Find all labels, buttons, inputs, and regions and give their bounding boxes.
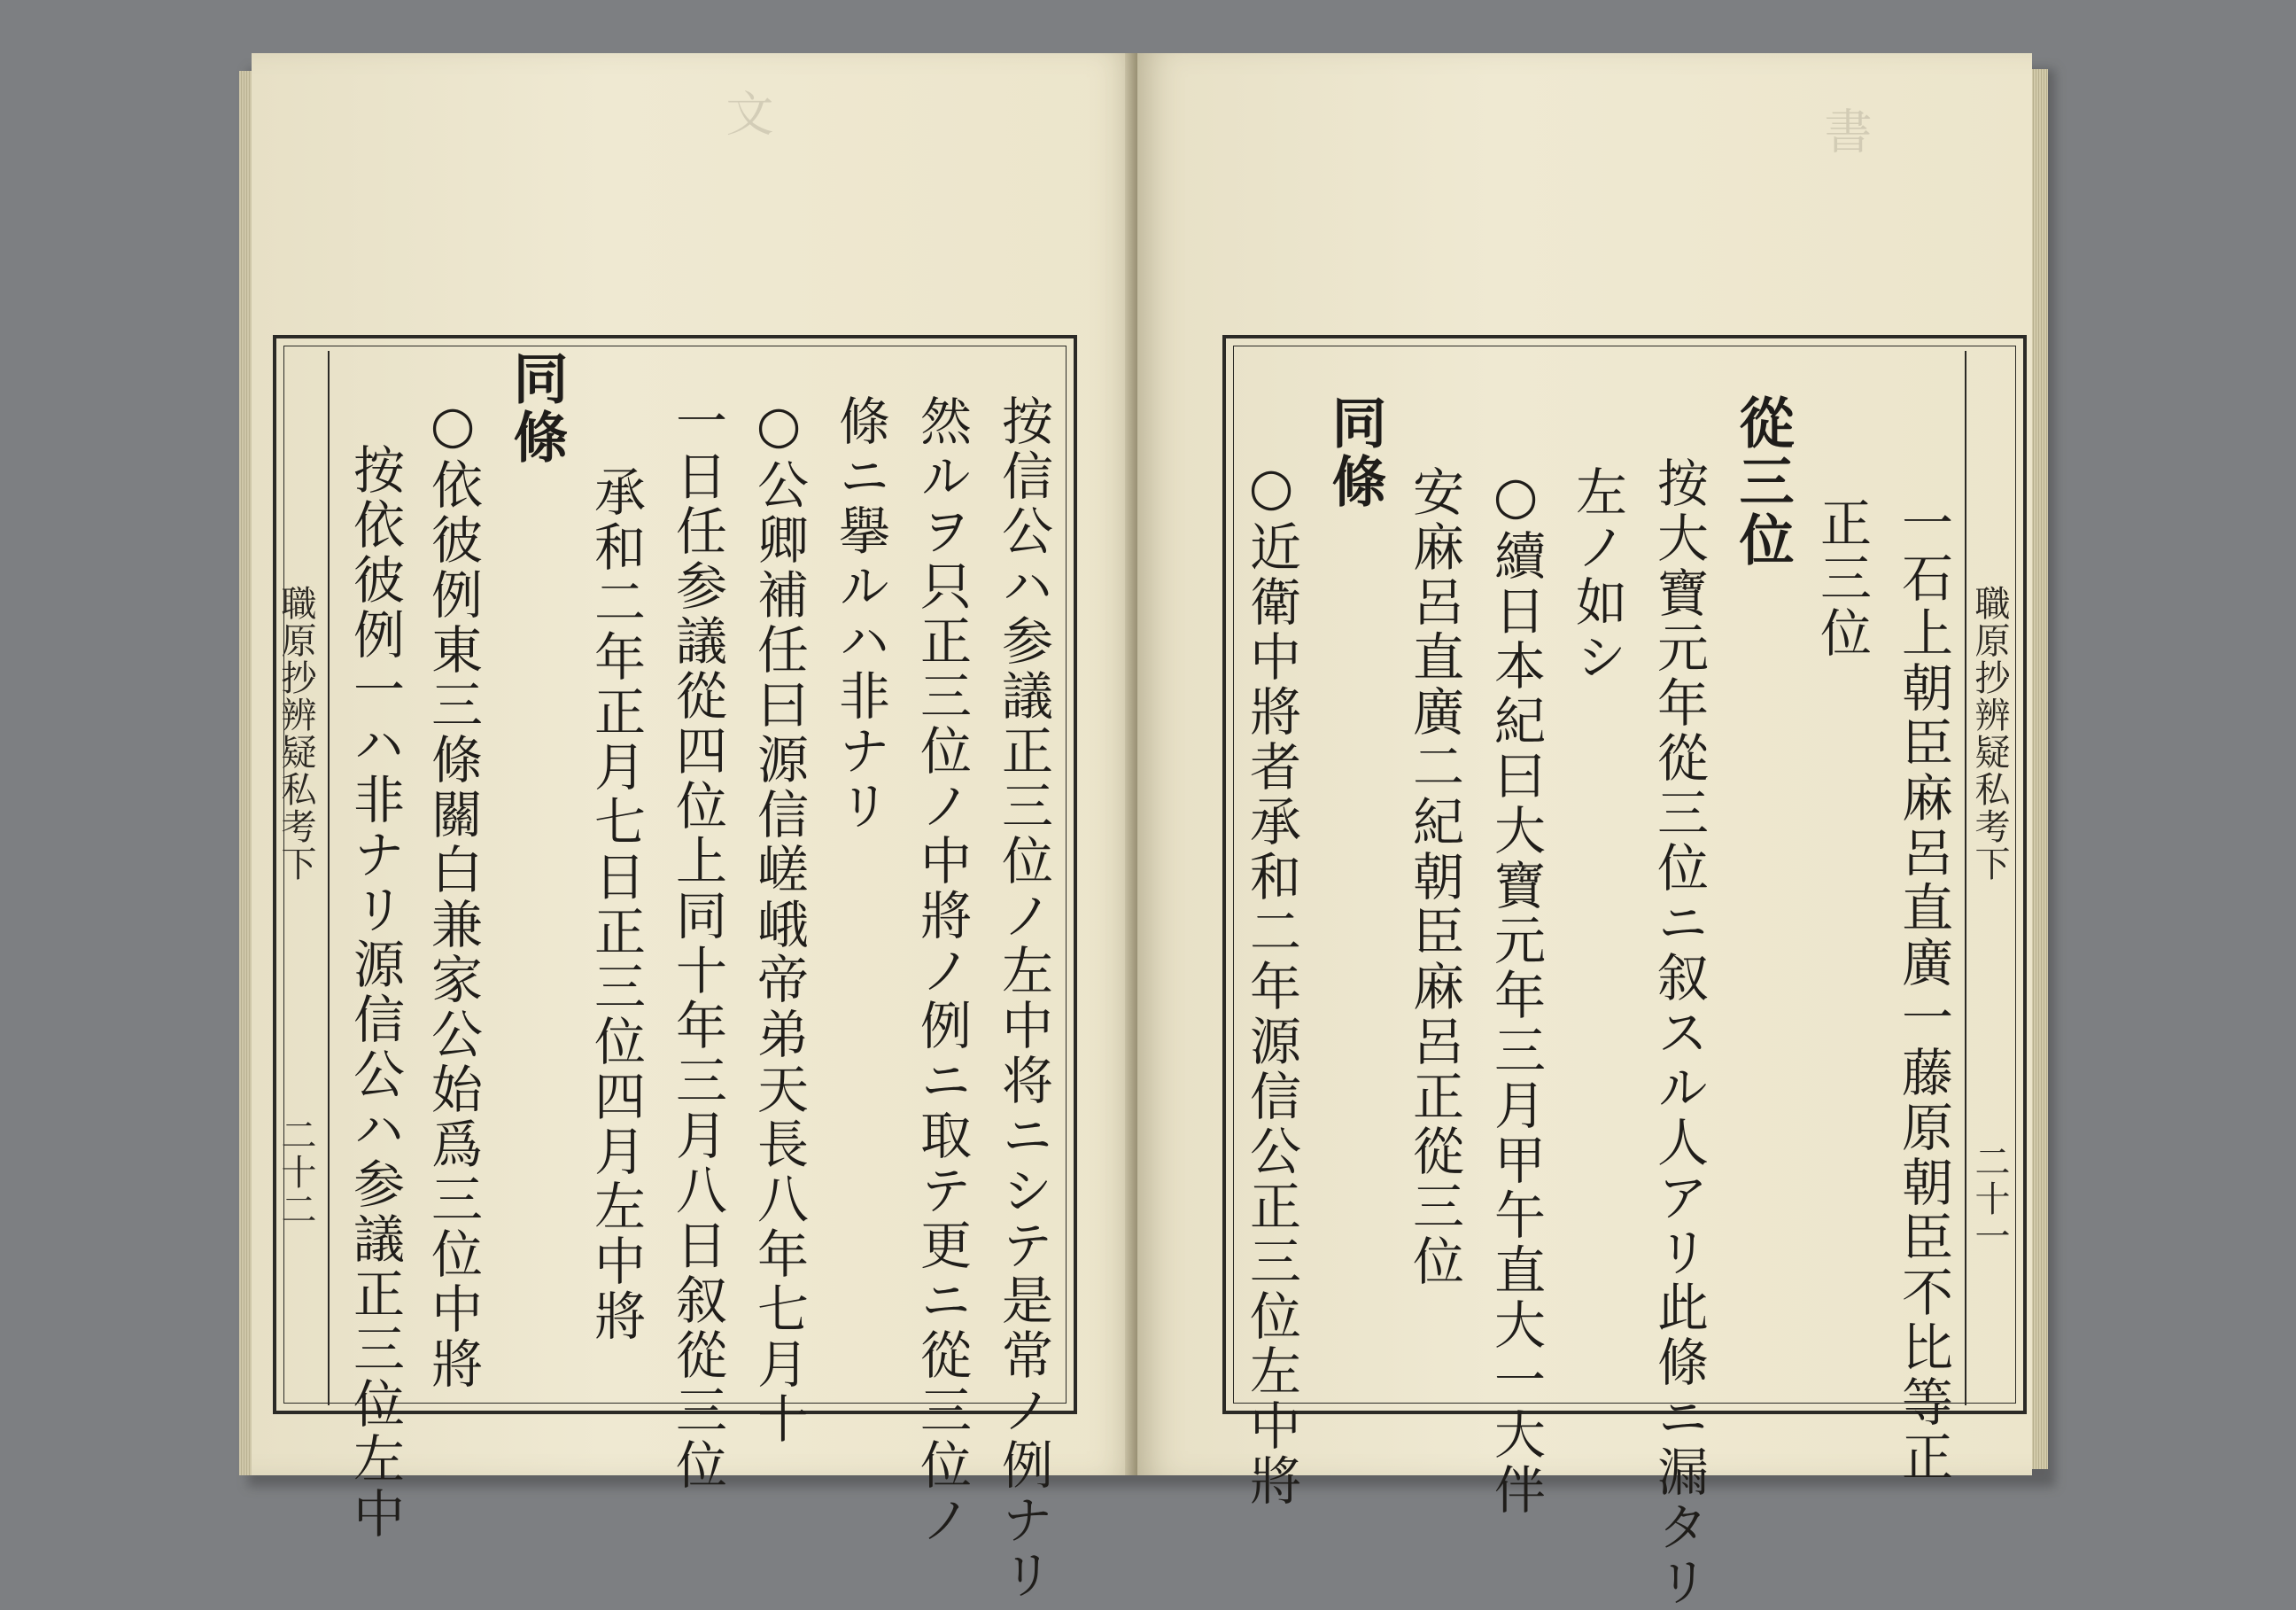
left-fold-column-line [328, 351, 330, 1405]
right-margin-title: 職原抄辨疑私考下 [1969, 585, 2010, 883]
right-col-2: 正三位 [1811, 496, 1872, 661]
right-page [1137, 53, 2032, 1610]
left-col-4: ○公卿補任曰源信嵯峨帝弟天長八年七月十 [749, 394, 809, 1447]
right-col-4: 按大寶元年從三位ニ叙スル人アリ此條ニ漏タリ [1648, 456, 1709, 1610]
right-col-6: ○續日本紀曰大寶元年三月甲午直大一大伴 [1485, 465, 1546, 1518]
right-heading-docho: 同條 [1323, 394, 1387, 511]
left-page [252, 53, 1137, 1603]
right-col-5: 左ノ如シ [1567, 465, 1627, 685]
left-col-5: 一日任参議從四位上同十年三月八日叙從三位 [667, 394, 727, 1493]
bleed-through-text-right: 書 [1817, 106, 1873, 159]
left-col-3: 條ニ擧ルハ非ナリ [830, 394, 890, 834]
left-margin-title: 職原抄辨疑私考下 [275, 585, 316, 883]
bleed-through-text: 文 [718, 89, 774, 142]
left-margin-folio: 二十二 [275, 1116, 316, 1228]
right-margin-folio: 二十一 [1969, 1143, 2010, 1255]
left-col-1: 按信公ハ参議正三位ノ左中将ニシテ是常ノ例ナリ [993, 394, 1053, 1603]
right-fold-column-line [1965, 351, 1966, 1405]
right-col-1: 一石上朝臣麻呂直廣一藤原朝臣不比等正 [1893, 496, 1953, 1485]
right-col-9: ○近衛中將者承和二年源信公正三位左中將 [1241, 456, 1301, 1509]
left-col-8: ○依彼例東三條關白兼家公始爲三位中將 [423, 394, 483, 1392]
right-col-7: 安麻呂直廣二紀朝臣麻呂正從三位 [1404, 465, 1464, 1289]
left-heading-docho: 同條 [504, 350, 569, 467]
left-col-2: 然ルヲ只正三位ノ中將ノ例ニ取テ更ニ從三位ノ [911, 394, 972, 1548]
right-heading-jusanmi: 從三位 [1730, 394, 1795, 570]
open-book [239, 53, 2046, 1610]
left-col-6: 承和二年正月七日正三位四月左中將 [586, 465, 646, 1344]
left-col-9: 按依彼例一ハ非ナリ源信公ハ参議正三位左中 [345, 443, 405, 1542]
